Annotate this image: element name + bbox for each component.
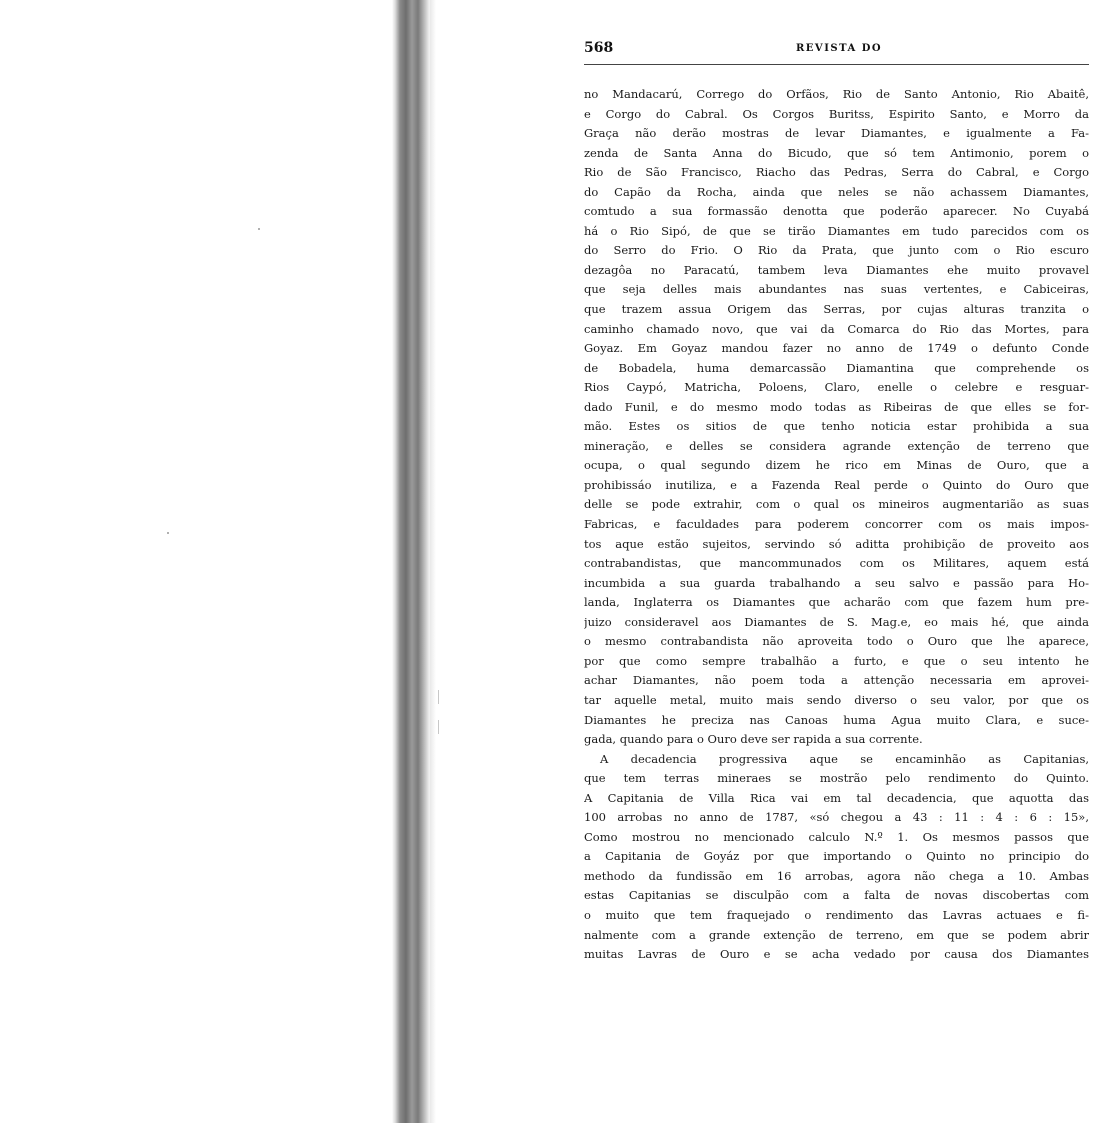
text-line: Fabricas, e faculdades para poderem concorrer com os mais impos-	[584, 517, 1089, 532]
text-line: gada, quando para o Ouro deve ser rapida a sua corrente.	[584, 732, 923, 747]
text-line: há o Rio Sipó, de que se tirão Diamantes em tudo parecidos com os	[584, 223, 1089, 238]
text-line: dezagôa no Paracatú, tambem leva Diamantes ehe muito provavel	[584, 262, 1089, 277]
text-line: Goyaz. Em Goyaz mandou fazer no anno de 1749 o defunto Conde	[584, 341, 1089, 356]
text-line: do Capão da Rocha, ainda que neles se não achassem Diamantes,	[584, 184, 1089, 199]
text-line: zenda de Santa Anna do Bicudo, que só tem Antimonio, porem o	[584, 145, 1089, 160]
text-line: que trazem assua Origem das Serras, por cujas alturas tranzita o	[584, 302, 1089, 317]
text-line: muitas Lavras de Ouro e se acha vedado por causa dos Diamantes	[584, 947, 1089, 962]
text-line: 100 arrobas no anno de 1787, «só chegou a 43 : 11 : 4 : 6 : 15»,	[584, 810, 1089, 825]
text-line: o mesmo contrabandista não aproveita todo o Ouro que lhe aparece,	[584, 634, 1089, 649]
text-line: e Corgo do Cabral. Os Corgos Buritss, Espirito Santo, e Morro da	[584, 106, 1089, 121]
text-line: mão. Estes os sitios de que tenho noticia estar prohibida a sua	[584, 419, 1089, 434]
header-rule	[584, 64, 1089, 65]
text-line: incumbida a sua guarda trabalhando a seu salvo e passão para Ho-	[584, 575, 1089, 590]
body-text	[584, 85, 1089, 1115]
text-line: A decadencia progressiva aque se encaminhão as Capitanias,	[600, 751, 1089, 766]
text-line: por que como sempre trabalhão a furto, e que o seu intento he	[584, 653, 1089, 668]
text-line: mineração, e delles se considera agrande extenção de terreno que	[584, 438, 1089, 453]
text-line: de Bobadela, huma demarcassão Diamantina que comprehende os	[584, 360, 1089, 375]
text-line: que tem terras mineraes se mostrão pelo rendimento do Quinto.	[584, 771, 1089, 786]
text-line: dado Funil, e do mesmo modo todas as Ribeiras de que elles se for-	[584, 399, 1089, 414]
text-line: a Capitania de Goyáz por que importando o Quinto no principio do	[584, 849, 1089, 864]
text-line: ocupa, o qual segundo dizem he rico em Minas de Ouro, que a	[584, 458, 1089, 473]
text-line: que seja delles mais abundantes nas suas vertentes, e Cabiceiras,	[584, 282, 1089, 297]
text-line: juizo consideravel aos Diamantes de S. Mag.e, eo mais hé, que ainda	[584, 614, 1089, 629]
text-line: no Mandacarú, Corrego do Orfãos, Rio de Santo Antonio, Rio Abaitê,	[584, 87, 1089, 101]
text-line: A Capitania de Villa Rica vai em tal decadencia, que aquotta das	[584, 790, 1089, 805]
text-line: landa, Inglaterra os Diamantes que acharão com que fazem hum pre-	[584, 595, 1089, 610]
text-line: Rios Caypó, Matricha, Poloens, Claro, enelle o celebre e resguar-	[584, 380, 1089, 395]
text-line: tar aquelle metal, muito mais sendo diverso o seu valor, por que os	[584, 692, 1089, 707]
text-line: methodo da fundissão em 16 arrobas, agora não chega a 10. Ambas	[584, 868, 1089, 883]
text-line: Diamantes he preciza nas Canoas huma Agua muito Clara, e suce-	[584, 712, 1089, 727]
text-line: Como mostrou no mencionado calculo N.º 1. Os mesmos passos que	[584, 829, 1089, 844]
text-line: caminho chamado novo, que vai da Comarca do Rio das Mortes, para	[584, 321, 1089, 336]
running-head: REVISTA DO	[796, 43, 883, 54]
text-line: do Serro do Frio. O Rio da Prata, que junto com o Rio escuro	[584, 243, 1089, 258]
text-line: delle se pode extrahir, com o qual os mineiros augmentarião as suas	[584, 497, 1089, 512]
text-line: estas Capitanias se disculpão com a falta de novas discobertas com	[584, 888, 1089, 903]
scan-artifact-mark	[438, 690, 439, 704]
text-line: o muito que tem fraquejado o rendimento das Lavras actuaes e fi-	[584, 907, 1089, 922]
text-line: prohibissáo inutiliza, e a Fazenda Real perde o Quinto do Ouro que	[584, 477, 1089, 492]
text-line: Rio de São Francisco, Riacho das Pedras, Serra do Cabral, e Corgo	[584, 165, 1089, 180]
book-gutter-shadow	[392, 0, 432, 1123]
text-line: contrabandistas, que mancommunados com os Militares, aquem está	[584, 556, 1089, 571]
text-line: tos aque estão sujeitos, servindo só aditta prohibição de proveito aos	[584, 536, 1089, 551]
page-number: 568	[584, 40, 614, 56]
text-line: achar Diamantes, não poem toda a attenção necessaria em aprovei-	[584, 673, 1089, 688]
page-header	[584, 40, 1099, 64]
scan-artifact-mark	[438, 720, 439, 734]
text-line: comtudo a sua formassão denotta que poderão aparecer. No Cuyabá	[584, 204, 1089, 219]
text-line: Graça não derão mostras de levar Diamantes, e igualmente a Fa-	[584, 126, 1089, 141]
paper-speck	[167, 532, 169, 534]
paper-speck	[258, 228, 260, 230]
gutter-edge	[430, 0, 436, 1123]
text-line: nalmente com a grande extenção de terreno, em que se podem abrir	[584, 927, 1089, 942]
